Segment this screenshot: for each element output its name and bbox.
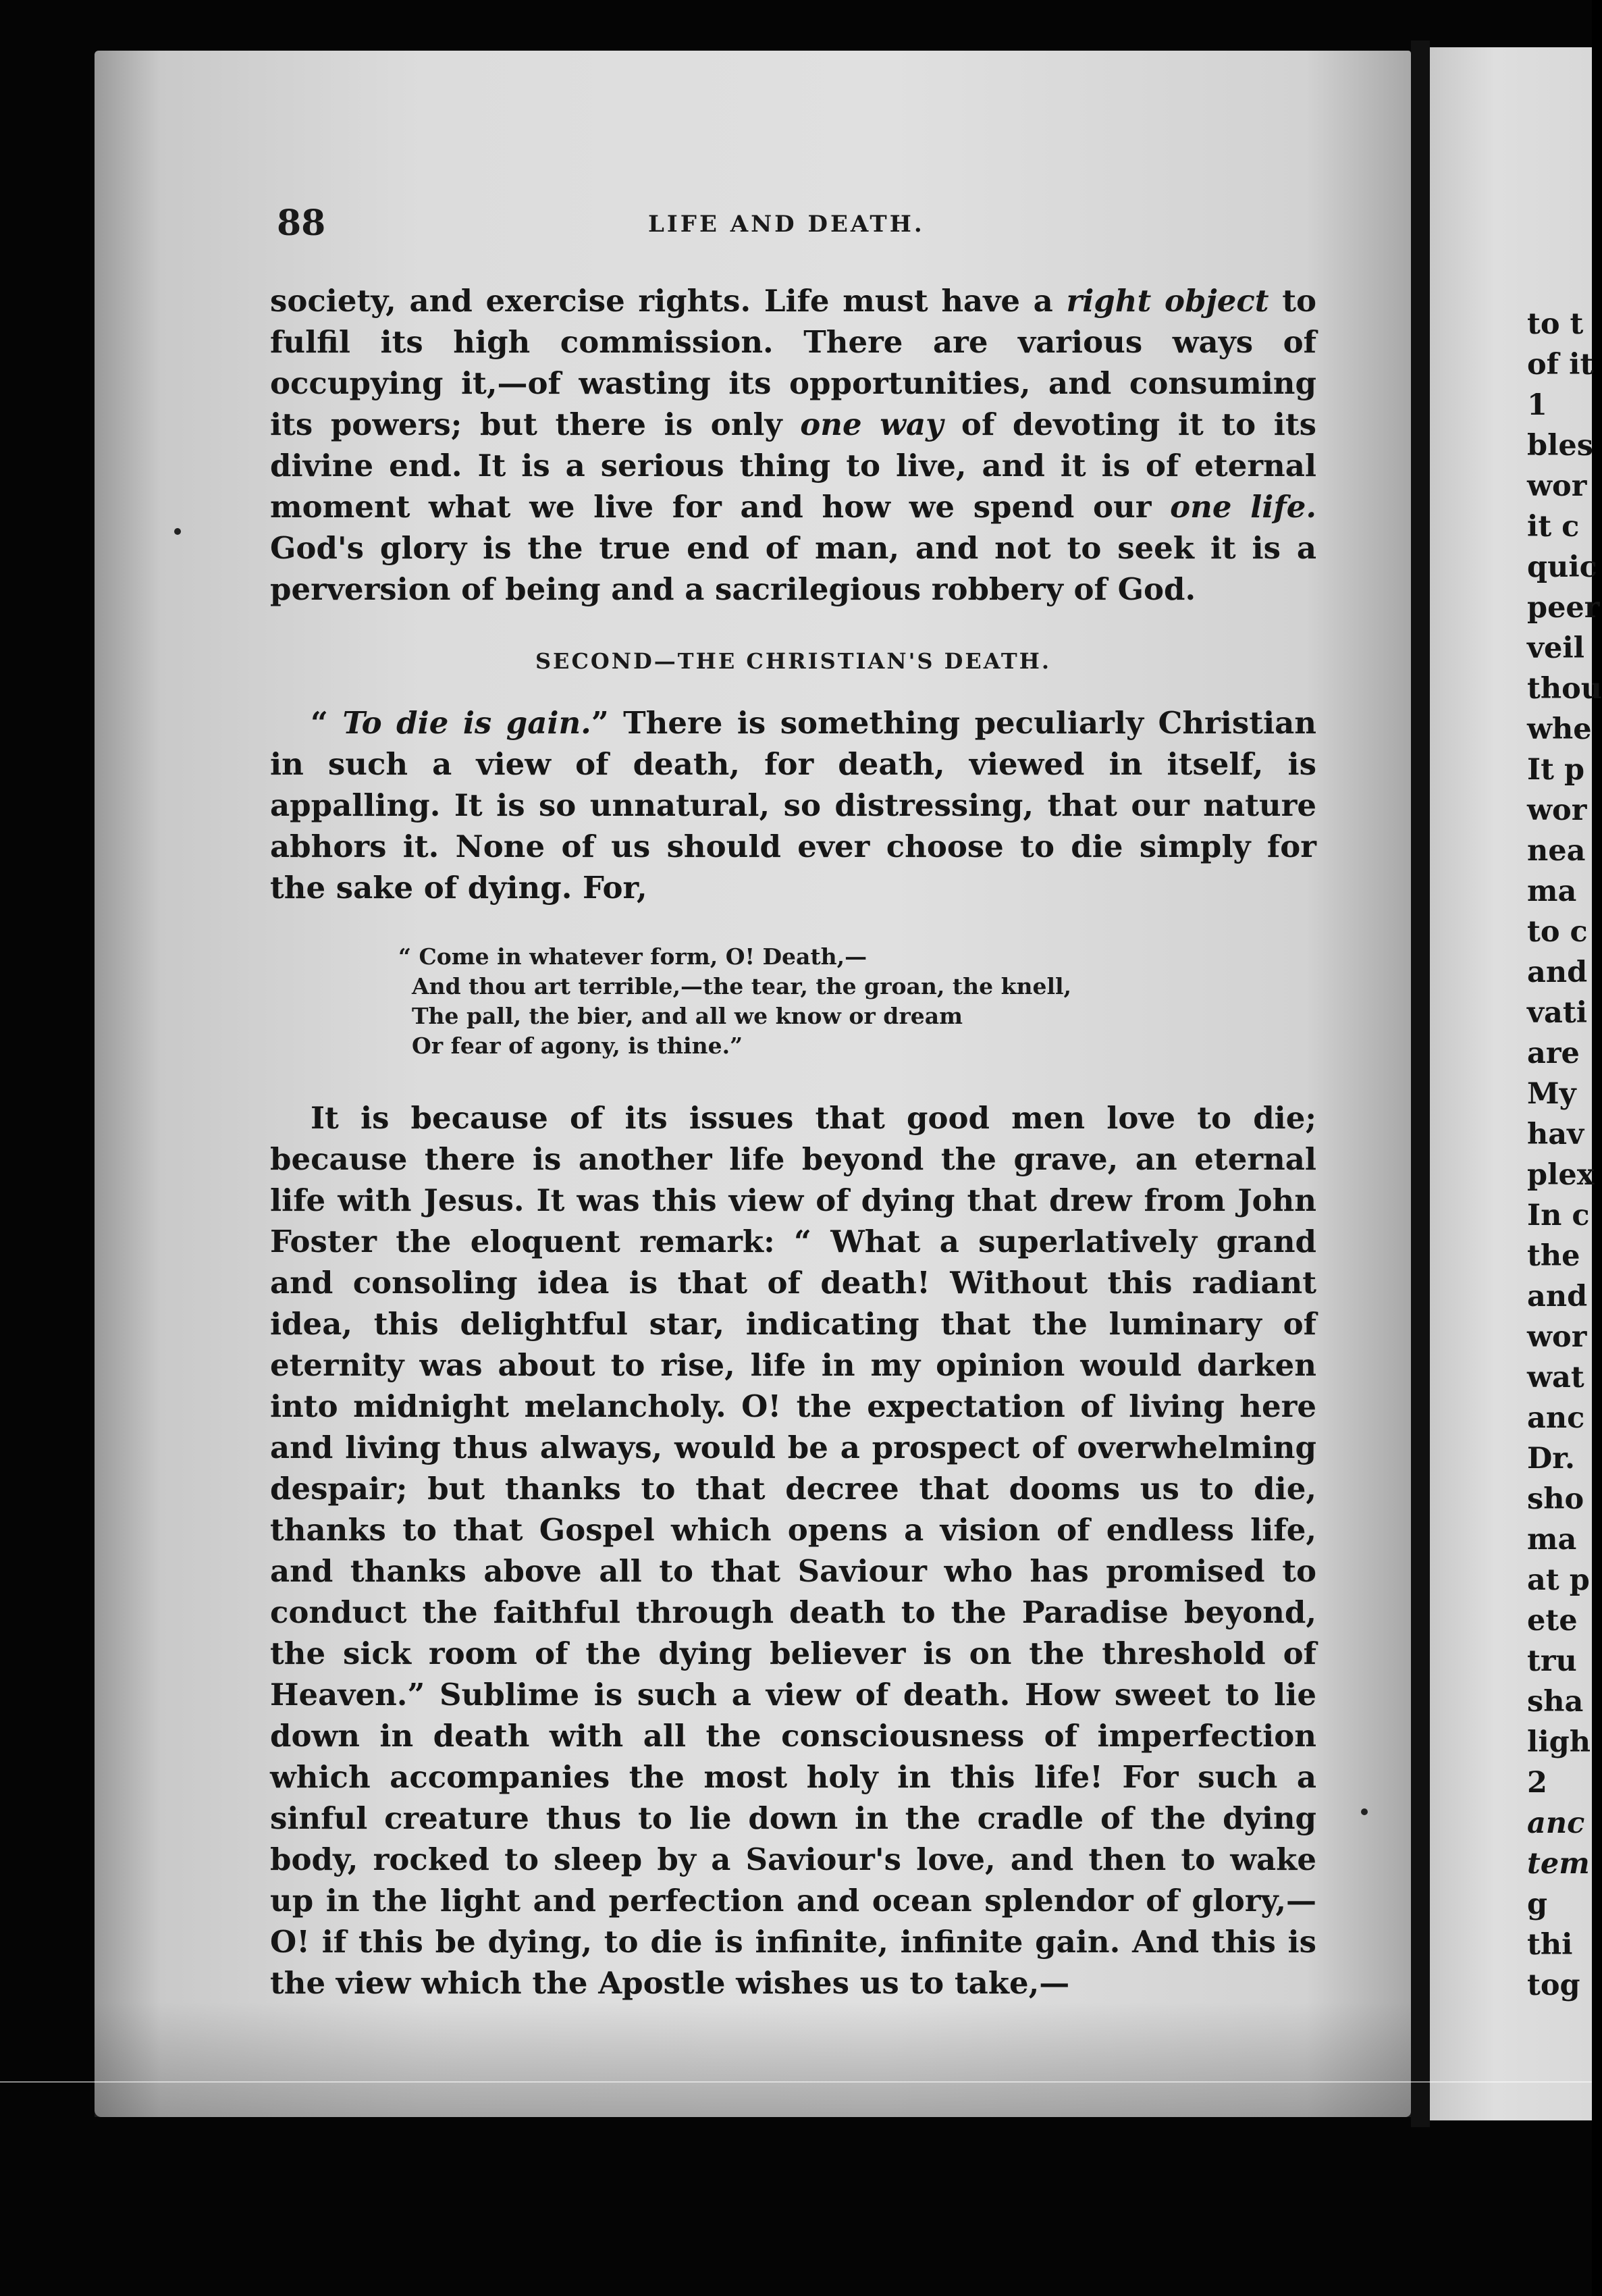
text-emphasis: one life. xyxy=(1170,489,1317,525)
right-page-fragment: whe xyxy=(1527,712,1592,746)
right-page-fragment: ligh xyxy=(1527,1725,1591,1759)
right-page-fragment: nea xyxy=(1527,834,1586,868)
paragraph-text: It is because of its issues that good men love to die; because there is another life beyond the grave, an eternal life with Jesus. It was this view of dying that drew from John Foster the eloquent remark: “ What a superlatively grand and consoling idea is that of death! Without this radiant idea, this delightful star, indicating that the luminary of eternity was about to rise, life in my opinion would darken into midnight melancholy. O! the expectation of living here and living thus always, would be a prospect of overwhelming despair; but thanks to that decree that dooms us to die, thanks to that Gospel which opens a vision of endless life, and thanks above all to that Saviour who has promised to conduct the faithful through death to the Paradise beyond, the sick room of the dying believer is on the threshold of Heaven.” Sublime is such a view of death. How sweet to lie down in death with all the consciousness of imperfection which accompanies the most holy in this life! For such a sinful creature thus to lie down in the cradle of the dying body, rocked to sleep by a Saviour's love, and then to wake up in the light and perfection and ocean splendor of glory,—O! if this be dying, to die is infinite, infinite gain. And this is the view which the Apostle wishes us to take,— xyxy=(270,1100,1316,2001)
right-page-fragment: ete xyxy=(1527,1604,1578,1638)
right-page-fragment: bles xyxy=(1527,429,1593,463)
right-page-fragment: thi xyxy=(1527,1928,1573,1962)
right-page-fragment: it c xyxy=(1527,510,1580,544)
right-page-fragment: are xyxy=(1527,1037,1580,1070)
text-run: of devoting it to its divine end. It is a serious thing to live, and it is of eternal moment what we live for and how we spend our xyxy=(270,407,1316,525)
right-page-fragment: sho xyxy=(1527,1482,1584,1516)
text-run: society, and exercise rights. Life must have a xyxy=(270,283,1067,319)
right-page-fragment: to t xyxy=(1527,307,1584,341)
paragraph-die-is-gain xyxy=(270,702,1316,908)
text-run: to fulfil its high commission. There are various ways of occupying it,—of wasting its opportunities, and consuming its powers; but there is only xyxy=(270,283,1317,442)
paragraph-text xyxy=(270,280,1316,610)
right-page-fragment: ma xyxy=(1527,875,1577,908)
right-page-fragment: at p xyxy=(1527,1563,1590,1597)
ink-speck xyxy=(174,528,181,535)
right-page-fragment: 1 xyxy=(1527,388,1547,422)
right-page-fragment: and xyxy=(1527,1280,1588,1313)
section-heading: SECOND—THE CHRISTIAN'S DEATH. xyxy=(535,648,1052,674)
paragraph-life-purpose xyxy=(270,280,1316,610)
right-page-fragment: It p xyxy=(1527,753,1585,787)
book-gutter xyxy=(1411,41,1430,2127)
right-page-fragment: tem xyxy=(1527,1847,1590,1881)
page-number: 88 xyxy=(277,203,326,244)
right-page-fragment: ma xyxy=(1527,1523,1577,1557)
verse-line: “ Come in whatever form, O! Death,— xyxy=(398,943,867,970)
right-page-fragment: peer xyxy=(1527,591,1600,625)
ink-speck xyxy=(1361,1808,1368,1815)
right-page-fragment: anc xyxy=(1527,1806,1585,1840)
running-title: LIFE AND DEATH. xyxy=(648,211,925,238)
right-page-text-fragments xyxy=(1527,304,1602,2006)
text-emphasis: right object xyxy=(1066,283,1269,319)
right-page-fragment: sha xyxy=(1527,1685,1584,1719)
page-header xyxy=(277,203,1316,243)
right-page-fragment: plex xyxy=(1527,1158,1595,1192)
right-page-fragment: anc xyxy=(1527,1401,1585,1435)
right-page-fragment: wor xyxy=(1527,1320,1587,1354)
right-page-fragment: tru xyxy=(1527,1644,1577,1678)
text-run: ” There is something peculiarly Christian in such a view of death, for death, viewed in itself, is appalling. It is so unnatural, so distressing, that our nature abhors it. None of us should ever choose to die simply for the sake of dying. For, xyxy=(270,705,1316,906)
paragraph-john-foster xyxy=(270,1097,1316,2004)
text-emphasis: To die is gain. xyxy=(342,705,591,741)
right-page-fragment: the xyxy=(1527,1239,1580,1273)
right-page-fragment: tog xyxy=(1527,1968,1580,2002)
right-page-fragment: 2 xyxy=(1527,1766,1547,1800)
verse-line: And thou art terrible,—the tear, the groan, the knell, xyxy=(412,973,1072,999)
text-run: God's glory is the true end of man, and not to seek it is a perversion of being and a sacrilegious robbery of God. xyxy=(270,530,1316,607)
right-page-fragment: and xyxy=(1527,956,1588,989)
scan-artifact-line xyxy=(0,2081,1592,2083)
text-run: “ xyxy=(311,705,343,741)
right-page-fragment: of it xyxy=(1527,348,1594,382)
right-page-fragment: g xyxy=(1527,1887,1548,1921)
right-page-fragment: to c xyxy=(1527,915,1588,949)
right-page-fragment: quic xyxy=(1527,550,1597,584)
verse-quotation xyxy=(398,942,1276,1061)
right-page-fragment: In c xyxy=(1527,1199,1590,1232)
right-page-fragment: wor xyxy=(1527,793,1587,827)
right-page-fragment: Dr. xyxy=(1527,1442,1575,1476)
text-emphasis: one way xyxy=(800,407,944,442)
right-page-fragment: wat xyxy=(1527,1361,1584,1394)
paragraph-text xyxy=(270,702,1316,908)
right-page-fragment: thou xyxy=(1527,672,1602,706)
verse-line: The pall, the bier, and all we know or dream xyxy=(412,1003,963,1029)
right-page-fragment: My xyxy=(1527,1077,1576,1111)
right-page-fragment: veil xyxy=(1527,631,1585,665)
right-page-fragment: vati xyxy=(1527,996,1588,1030)
right-page-fragment: hav xyxy=(1527,1118,1584,1151)
right-page-fragment: wor xyxy=(1527,469,1587,503)
verse-line: Or fear of agony, is thine.” xyxy=(412,1033,743,1059)
